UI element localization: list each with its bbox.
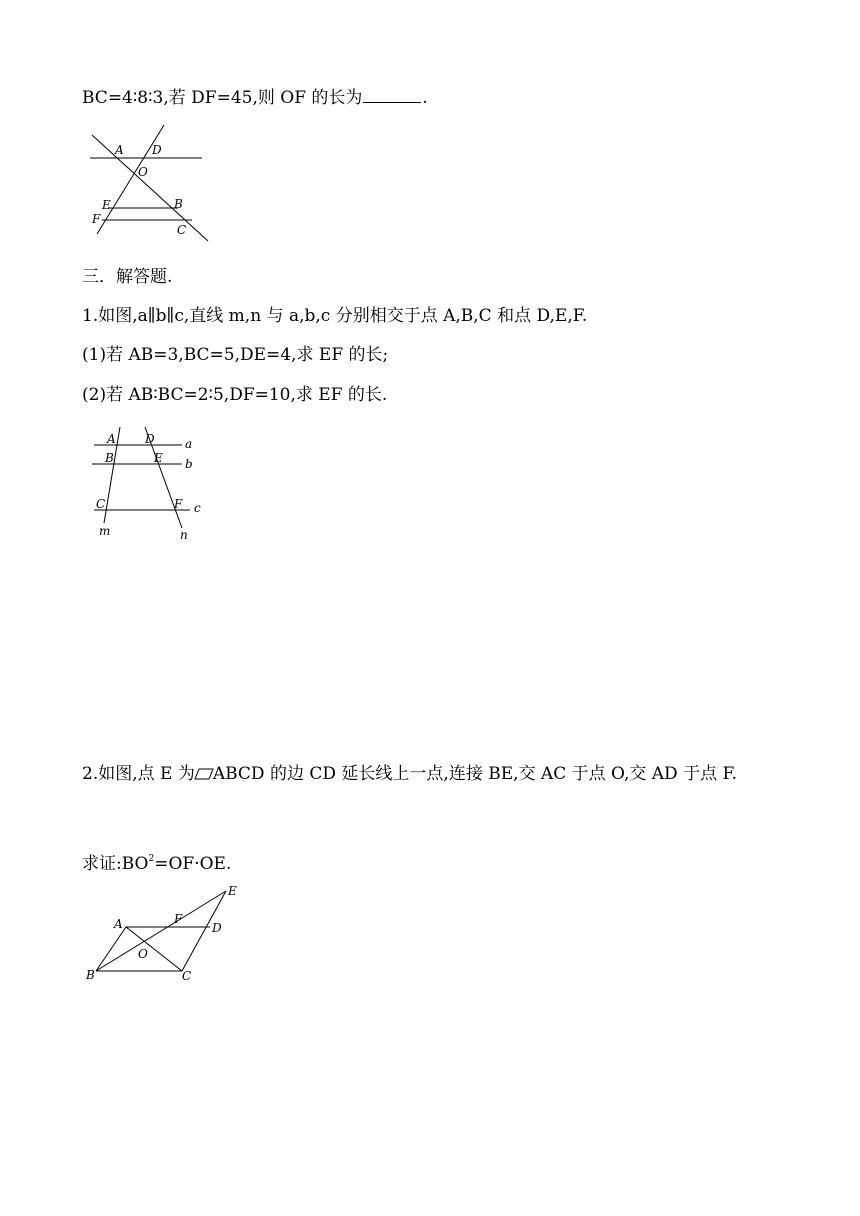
line-D-to-F bbox=[97, 125, 164, 234]
label-A: A bbox=[114, 917, 123, 931]
label-B: B bbox=[105, 451, 114, 465]
diagonal-AC bbox=[126, 927, 182, 971]
parallelogram-symbol-icon bbox=[195, 769, 213, 779]
label-C: C bbox=[182, 969, 192, 983]
q2-stem-start: 2.如图,点 E 为 bbox=[82, 764, 195, 784]
q1-stem: 1.如图,a∥b∥c,直线 m,n 与 a,b,c 分别相交于点 A,B,C 和点 D,E,F. bbox=[82, 306, 588, 326]
label-c: c bbox=[194, 501, 201, 515]
label-D: D bbox=[212, 921, 222, 935]
label-A: A bbox=[107, 432, 116, 446]
label-A: A bbox=[115, 143, 124, 157]
label-F: F bbox=[174, 497, 183, 511]
label-E: E bbox=[228, 884, 237, 898]
side-AB bbox=[96, 927, 126, 971]
q2-prove-end: =OF·OE. bbox=[154, 854, 232, 874]
label-O: O bbox=[138, 947, 148, 961]
label-D: D bbox=[152, 143, 162, 157]
figure-intersecting-lines bbox=[82, 122, 212, 247]
label-O: O bbox=[138, 165, 148, 179]
label-F: F bbox=[92, 212, 101, 226]
label-m: m bbox=[99, 524, 111, 538]
answer-blank[interactable] bbox=[363, 88, 421, 103]
label-E: E bbox=[102, 198, 111, 212]
label-C: C bbox=[96, 497, 106, 511]
question-end: . bbox=[422, 88, 428, 108]
line-A-to-C bbox=[92, 135, 208, 241]
section-title: 三．解答题. bbox=[82, 267, 173, 287]
label-C: C bbox=[177, 223, 187, 237]
q1-part1: (1)若 AB=3,BC=5,DE=4,求 EF 的长; bbox=[82, 345, 389, 365]
q1-part2: (2)若 AB∶BC=2∶5,DF=10,求 EF 的长. bbox=[82, 385, 388, 405]
label-F: F bbox=[174, 912, 183, 926]
q2-prove bbox=[82, 849, 231, 874]
q2-prove-exponent: 2 bbox=[148, 854, 155, 864]
q2-stem bbox=[82, 764, 737, 784]
label-B: B bbox=[174, 197, 183, 211]
label-D: D bbox=[145, 432, 155, 446]
label-a: a bbox=[185, 437, 193, 451]
label-B: B bbox=[86, 968, 95, 982]
figure-parallelogram bbox=[82, 883, 242, 983]
segment-BE bbox=[96, 891, 226, 971]
q2-stem-end: ABCD 的边 CD 延长线上一点,连接 BE,交 AC 于点 O,交 AD 于点 F. bbox=[212, 764, 738, 784]
q2-prove-start: 求证:BO bbox=[82, 854, 149, 874]
figure-parallel-lines bbox=[86, 423, 206, 543]
label-E: E bbox=[154, 451, 163, 465]
question-text: BC=4∶8∶3,若 DF=45,则 OF 的长为 bbox=[82, 88, 363, 108]
fill-blank-question-tail bbox=[82, 88, 428, 108]
label-n: n bbox=[180, 528, 188, 542]
label-b: b bbox=[185, 457, 193, 471]
